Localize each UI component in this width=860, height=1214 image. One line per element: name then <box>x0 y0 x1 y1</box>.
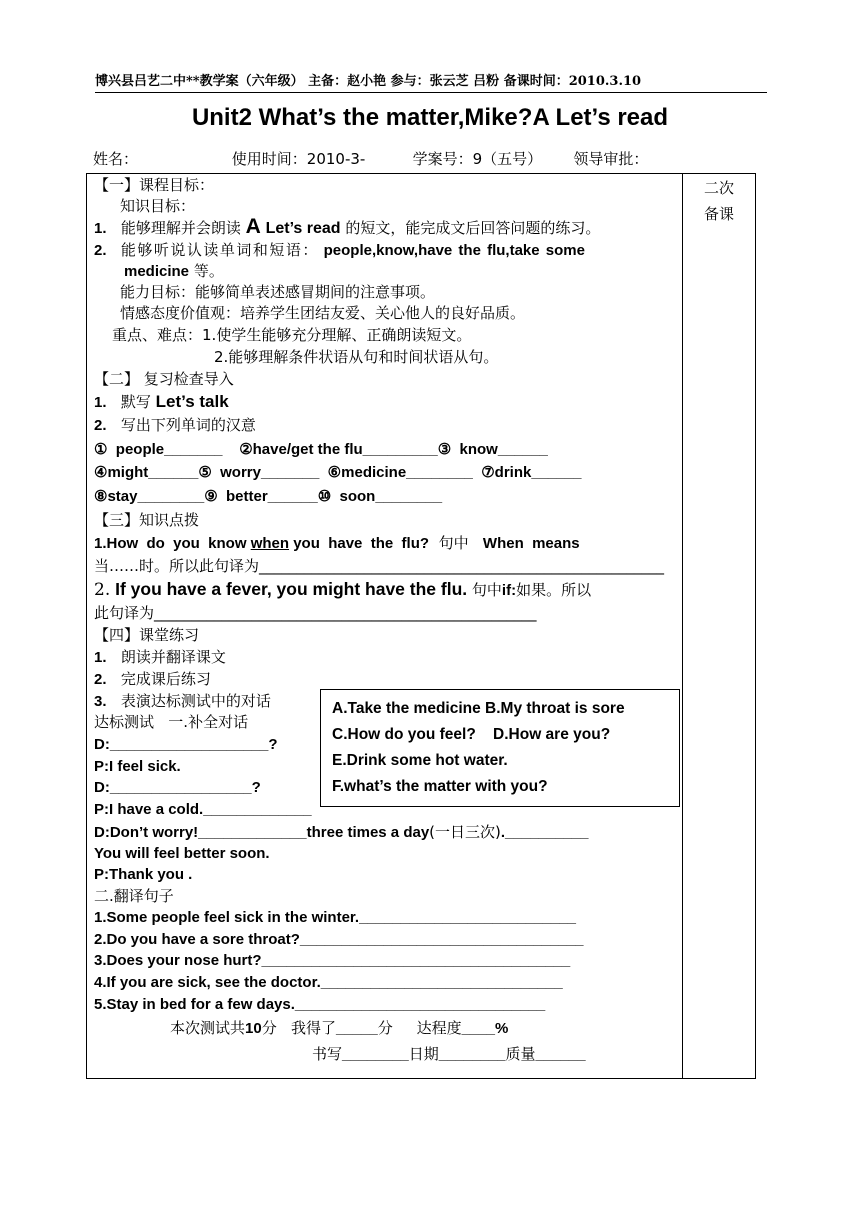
knowledge-goal-2: 2. 能够听说认读单词和短语： people,know,have the flu,take some <box>94 241 585 259</box>
dialog-d3: D:Don’t worry!_____________three times a day(一日三次).__________ <box>94 823 589 841</box>
review-item-2: 2. 写出下列单词的汉意 <box>94 416 256 434</box>
section2-heading: 【二】 复习检查导入 <box>94 370 234 388</box>
section4-heading: 【四】课堂练习 <box>94 626 200 644</box>
key-points-1: 重点、难点：1.使学生能够充分理解、正确朗读短文。 <box>112 326 472 344</box>
translate-sentence-5: 5.Stay in bed for a few days.______________________________ <box>94 996 546 1013</box>
dialog-d2: D:_________________? <box>94 779 261 796</box>
vocab-line-3: ⑧stay________⑨ better______⑩ soon________ <box>94 488 443 505</box>
knowledge-goal-1: 1. 能够理解并会朗读 A Let’s read 的短文，能完成文后回答问题的练习。 <box>94 215 601 238</box>
practice-item-3: 3. 表演达标测试中的对话 <box>94 692 271 710</box>
evaluation-line: 书写________日期________质量______ <box>312 1045 586 1063</box>
practice-item-1: 1. 朗读并翻译课文 <box>94 648 226 666</box>
review-label: 领导审批： <box>573 150 649 168</box>
dialog-d1: D:___________________? <box>94 736 278 753</box>
answer-option: A.Take the medicine B.My throat is sore <box>332 700 625 717</box>
plan-number-label: 学案号：9（五号） <box>412 150 543 168</box>
header-rule <box>95 92 767 93</box>
key-points-2: 2.能够理解条件状语从句和时间状语从句。 <box>214 348 499 366</box>
answer-option: E.Drink some hot water. <box>332 752 508 769</box>
document-header: 博兴县吕艺二中**教学案（六年级） 主备：赵小艳 参与：张云芝 吕粉 备课时间：2010.3.10 <box>95 74 642 89</box>
knowledge-point-2-cont: 此句译为___________________________________________________ <box>94 604 537 622</box>
knowledge-point-1-cont: 当……时。所以此句译为______________________________________________________ <box>94 557 665 575</box>
knowledge-goal-2-cont: medicine 等。 <box>124 262 224 280</box>
section3-heading: 【三】知识点拨 <box>94 511 200 529</box>
translate-sentence-3: 3.Does your nose hurt?_____________________________________ <box>94 952 571 969</box>
dialog-d3-cont: You will feel better soon. <box>94 845 270 862</box>
ability-goal: 能力目标：能够简单表述感冒期间的注意事项。 <box>120 283 436 301</box>
knowledge-point-2: 2. If you have a fever, you might have the flu. 句中if:如果。所以 <box>94 579 592 600</box>
review-item-1: 1. 默写 Let’s talk <box>94 392 229 411</box>
emotion-goal: 情感态度价值观：培养学生团结友爱、关心他人的良好品质。 <box>120 304 526 322</box>
side-note-line: 二次 <box>703 179 734 197</box>
knowledge-point-1: 1.How do you know when you have the flu? 句中 When means <box>94 534 580 552</box>
score-line: 本次测试共10分 我得了_____分 达程度____% <box>170 1019 509 1037</box>
translate-sentence-2: 2.Do you have a sore throat?__________________________________ <box>94 931 584 948</box>
practice-item-2: 2. 完成课后练习 <box>94 670 211 688</box>
test-heading: 达标测试 一.补全对话 <box>94 713 249 731</box>
translate-sentence-4: 4.If you are sick, see the doctor._____________________________ <box>94 974 563 991</box>
answer-option: F.what’s the matter with you? <box>332 778 548 795</box>
name-label: 姓名： <box>93 150 139 168</box>
column-divider <box>682 173 683 1078</box>
knowledge-goals-label: 知识目标： <box>120 197 196 215</box>
side-note-line: 备课 <box>703 205 734 223</box>
info-line <box>93 148 652 169</box>
side-note-column <box>690 175 748 227</box>
translate-sentence-1: 1.Some people feel sick in the winter.__________________________ <box>94 909 576 926</box>
answer-option: C.How do you feel? D.How are you? <box>332 726 611 743</box>
answer-options-box <box>320 689 680 807</box>
vocab-line-2: ④might______⑤ worry_______ ⑥medicine________ ⑦drink______ <box>94 464 582 481</box>
vocab-line-1: ① people_______ ②have/get the flu_________③ know______ <box>94 441 548 458</box>
dialog-p3: P:Thank you . <box>94 866 193 883</box>
dialog-p2: P:I have a cold._____________ <box>94 801 312 818</box>
use-time-label: 使用时间：2010-3- <box>231 150 366 168</box>
page-title: Unit2 What’s the matter,Mike?A Let’s read <box>191 104 669 131</box>
translate-heading: 二.翻译句子 <box>94 887 174 905</box>
section1-heading: 【一】课程目标： <box>94 176 215 194</box>
dialog-p1: P:I feel sick. <box>94 758 181 775</box>
